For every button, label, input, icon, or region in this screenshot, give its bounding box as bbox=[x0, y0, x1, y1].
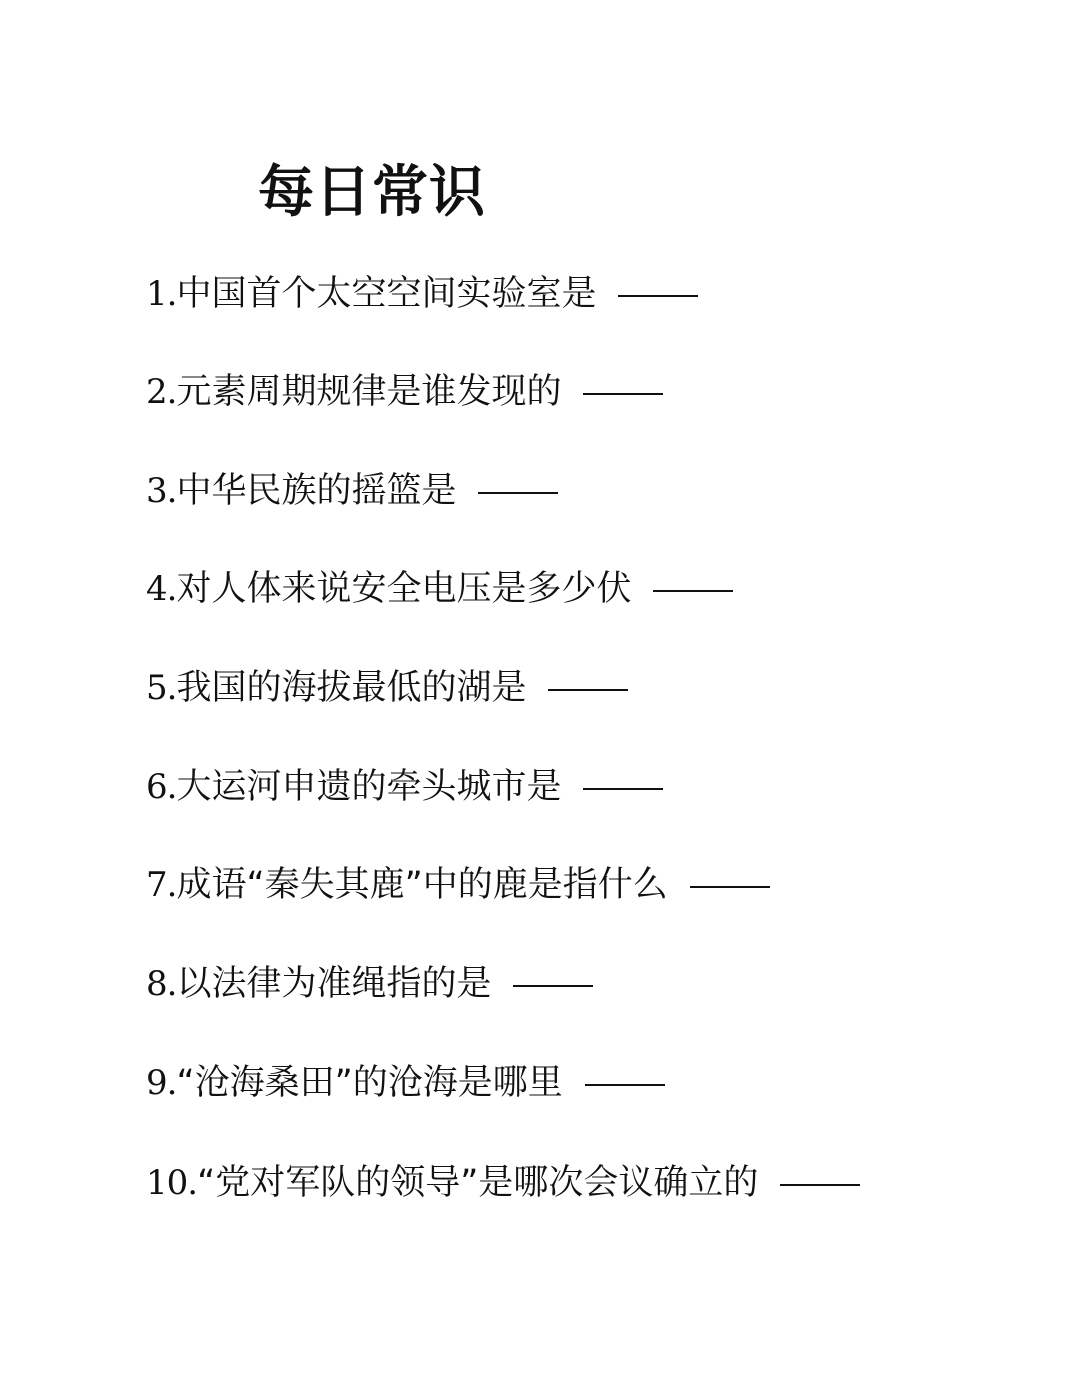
question-text: 中国首个太空空间实验室是 bbox=[176, 274, 597, 314]
question-text: 元素周期规律是谁发现的 bbox=[176, 372, 562, 412]
question-item-2 bbox=[146, 364, 663, 420]
question-text: 成语“秦失其鹿”中的鹿是指什么 bbox=[176, 865, 668, 905]
question-item-4 bbox=[146, 561, 733, 617]
question-text: “沧海桑田”的沧海是哪里 bbox=[176, 1063, 563, 1103]
question-text: 中华民族的摇篮是 bbox=[176, 471, 457, 511]
question-text: 对人体来说安全电压是多少伏 bbox=[176, 569, 632, 609]
question-text: “党对军队的领导”是哪次会议确立的 bbox=[197, 1163, 759, 1203]
answer-blank-line bbox=[548, 689, 628, 691]
question-text: 以法律为准绳指的是 bbox=[176, 964, 492, 1004]
question-item-8 bbox=[146, 956, 593, 1012]
question-item-9 bbox=[146, 1055, 665, 1111]
question-number: 5. bbox=[146, 668, 177, 708]
answer-blank-line bbox=[513, 985, 593, 987]
question-text: 我国的海拔最低的湖是 bbox=[176, 668, 527, 708]
answer-blank-line bbox=[780, 1184, 860, 1186]
answer-blank-line bbox=[618, 295, 698, 297]
question-item-3 bbox=[146, 463, 558, 519]
answer-blank-line bbox=[478, 492, 558, 494]
answer-blank-line bbox=[653, 590, 733, 592]
page-title: 每日常识 bbox=[258, 160, 486, 225]
answer-blank-line bbox=[585, 1084, 665, 1086]
question-text: 大运河申遗的牵头城市是 bbox=[176, 767, 562, 807]
question-item-7 bbox=[146, 857, 770, 913]
question-number: 1. bbox=[146, 274, 177, 314]
question-item-6 bbox=[146, 759, 663, 815]
question-number: 9. bbox=[146, 1063, 177, 1103]
question-number: 2. bbox=[146, 372, 177, 412]
answer-blank-line bbox=[583, 393, 663, 395]
question-item-5 bbox=[146, 660, 628, 716]
question-number: 7. bbox=[146, 865, 177, 905]
question-number: 6. bbox=[146, 767, 177, 807]
question-number: 8. bbox=[146, 964, 177, 1004]
question-item-1 bbox=[146, 266, 698, 322]
answer-blank-line bbox=[583, 788, 663, 790]
answer-blank-line bbox=[690, 886, 770, 888]
question-item-10 bbox=[146, 1155, 860, 1211]
question-number: 3. bbox=[146, 471, 177, 511]
question-number: 10. bbox=[146, 1163, 198, 1203]
question-number: 4. bbox=[146, 569, 177, 609]
